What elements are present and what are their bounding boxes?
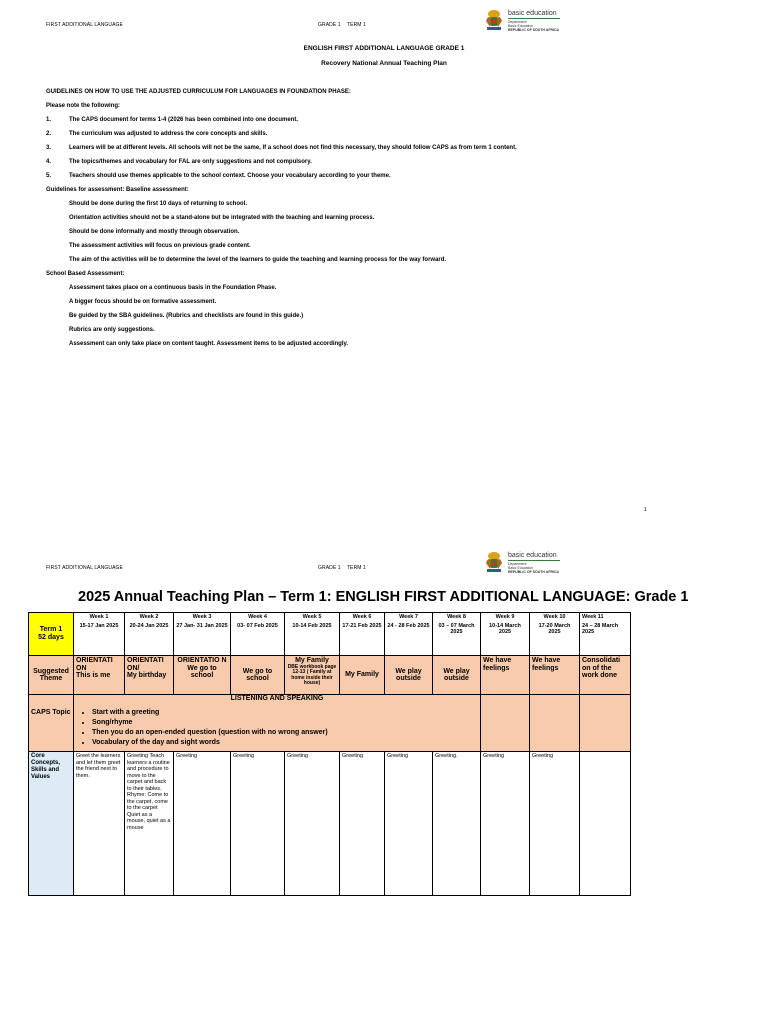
week-header: Week 5 10-14 Feb 2025 [285,613,340,656]
table-row [29,613,631,656]
document-title: ENGLISH FIRST ADDITIONAL LANGUAGE GRADE 1 [303,45,465,52]
page-number: 1 [644,507,647,513]
table-cell [580,695,631,752]
core-cell: Greeting [285,752,340,896]
list-item: Assessment can only take place on content taught. Assessment items to be adjusted accordingly. [69,341,349,347]
week-header: Week 3 27 Jan- 31 Jan 2025 [174,613,231,656]
core-concepts-label: Core Concepts, Skills and Values [29,752,74,896]
logo-sub-text-2: Basic Education [508,566,534,570]
list-item: Assessment takes place on a continuous basis in the Foundation Phase. [69,285,277,291]
core-cell [580,752,631,896]
theme-cell: We go to school [231,656,285,695]
logo-sub-text-2: Basic Education [508,24,534,28]
week-header: Week 10 17-20 March 2025 [530,613,580,656]
sba-heading: School Based Assessment: [46,271,125,277]
core-cell: Greeting [530,752,580,896]
core-cell: Greeting [385,752,433,896]
coat-of-arms-icon [484,551,504,575]
list-item: 2. The curriculum was adjusted to address the core concepts and skills. [46,131,268,137]
caps-label: CAPS Topic [29,695,74,752]
list-item: The aim of the activities will be to determine the level of the learners to guide the teaching and learning process for the way forward. [69,257,447,263]
list-item: 3. Learners will be at different levels. All schools will not be the same, If a school does not find this necessary, they should follow CAPS as from term 1 content. [46,145,517,151]
baseline-heading: Guidelines for assessment: Baseline assessment: [46,187,189,193]
theme-cell: We play outside [433,656,481,695]
caps-topic-cell [74,695,481,752]
caps-heading: LISTENING AND SPEAKING [230,695,324,702]
logo-sub-text-1: Department: [508,20,528,24]
page-header-subject: FIRST ADDITIONAL LANGUAGE [46,565,123,571]
theme-cell: Consolidati on of the work done [580,656,631,695]
week-header: Week 9 10-14 March 2025 [481,613,530,656]
list-item: 5. Teachers should use themes applicable to the school context. Choose your vocabulary according to your theme. [46,173,391,179]
theme-label: Suggested Theme [29,656,74,695]
week-header: Week 4 03- 07 Feb 2025 [231,613,285,656]
list-item: 4. The topics/themes and vocabulary for FAL are only suggestions and not compulsory. [46,159,312,165]
logo-brand-text: basic education [508,10,557,17]
list-item: Orientation activities should not be a stand-alone but be integrated with the teaching and learning process. [69,215,375,221]
theme-cell: We have feelings [481,656,530,695]
theme-cell: ORIENTATI ON/ My birthday [125,656,174,695]
list-item: Be guided by the SBA guidelines. (Rubrics and checklists are found in this guide.) [69,313,304,319]
core-cell: Greeting [174,752,231,896]
page-header-grade: GRADE 1 [318,22,341,28]
document-subtitle: Recovery National Annual Teaching Plan [321,60,447,67]
term-cell: Term 1 52 days [29,613,74,656]
core-cell: Greeting [340,752,385,896]
list-item: • Then you do an open-ended question (question with no wrong answer) [92,728,478,738]
theme-cell: We play outside [385,656,433,695]
logo-brand-text: basic education [508,552,557,559]
coat-of-arms-icon [484,9,504,33]
dbe-logo [484,9,560,33]
week-header: Week 1 15-17 Jan 2025 [74,613,125,656]
list-item: The assessment activities will focus on previous grade content. [69,243,251,249]
page-header-term: TERM 1 [347,565,366,571]
list-item: • Vocabulary of the day and sight words [92,738,478,748]
core-cell: Greet the learners and let them greet the friend next to them. [74,752,125,896]
theme-cell: ORIENTATI ON This is me [74,656,125,695]
please-note-label: Please note the following: [46,103,121,109]
logo-sub-text-3: REPUBLIC OF SOUTH AFRICA [508,570,560,574]
theme-cell: We have feelings [530,656,580,695]
table-cell [481,695,530,752]
annual-teaching-plan-table [28,612,631,896]
week-header: Week 8 03 – 07 March 2025 [433,613,481,656]
list-item: 1. The CAPS document for terms 1-4 (2026 has been combined into one document. [46,117,299,123]
theme-cell: My Family [340,656,385,695]
list-item: • Start with a greeting [92,708,478,718]
core-cell: Greeting. [433,752,481,896]
page-header-subject: FIRST ADDITIONAL LANGUAGE [46,22,123,28]
list-item: • Song/rhyme [92,718,478,728]
logo-sub-text-3: REPUBLIC OF SOUTH AFRICA [508,28,560,32]
logo-sub-text-1: Department: [508,562,528,566]
table-cell [530,695,580,752]
theme-cell: My Family DBE workbook page 12-13 ( Family at home inside their house) [285,656,340,695]
page-header-term: TERM 1 [347,22,366,28]
core-cell: Greeting [231,752,285,896]
core-cell: Greeting [481,752,530,896]
week-header: Week 7 24 - 28 Feb 2025 [385,613,433,656]
list-item: Rubrics are only suggestions. [69,327,155,333]
table-row [29,656,631,695]
week-header: Week 2 20-24 Jan 2025 [125,613,174,656]
core-cell: Greeting Teach learners a routine and procedure to move to the carpet and back to their tables. Rhyme: Come to the carpet, come to the carpet Quiet as a mouse, quiet as a mouse [125,752,174,896]
week-header: Week 6 17-21 Feb 2025 [340,613,385,656]
page-header-grade: GRADE 1 [318,565,341,571]
list-item: Should be done informally and mostly through observation. [69,229,240,235]
table-row [29,695,631,752]
week-header: Week 11 24 – 28 March 2025 [580,613,631,656]
theme-cell: ORIENTATIO N We go to school [174,656,231,695]
list-item: A bigger focus should be on formative assessment. [69,299,217,305]
guidelines-heading: GUIDELINES ON HOW TO USE THE ADJUSTED CURRICULUM FOR LANGUAGES IN FOUNDATION PHASE: [46,89,351,95]
dbe-logo [484,551,560,575]
list-item: Should be done during the first 10 days of returning to school. [69,201,248,207]
table-row [29,752,631,896]
plan-title: 2025 Annual Teaching Plan – Term 1: ENGLISH FIRST ADDITIONAL LANGUAGE: Grade 1 [78,589,689,605]
